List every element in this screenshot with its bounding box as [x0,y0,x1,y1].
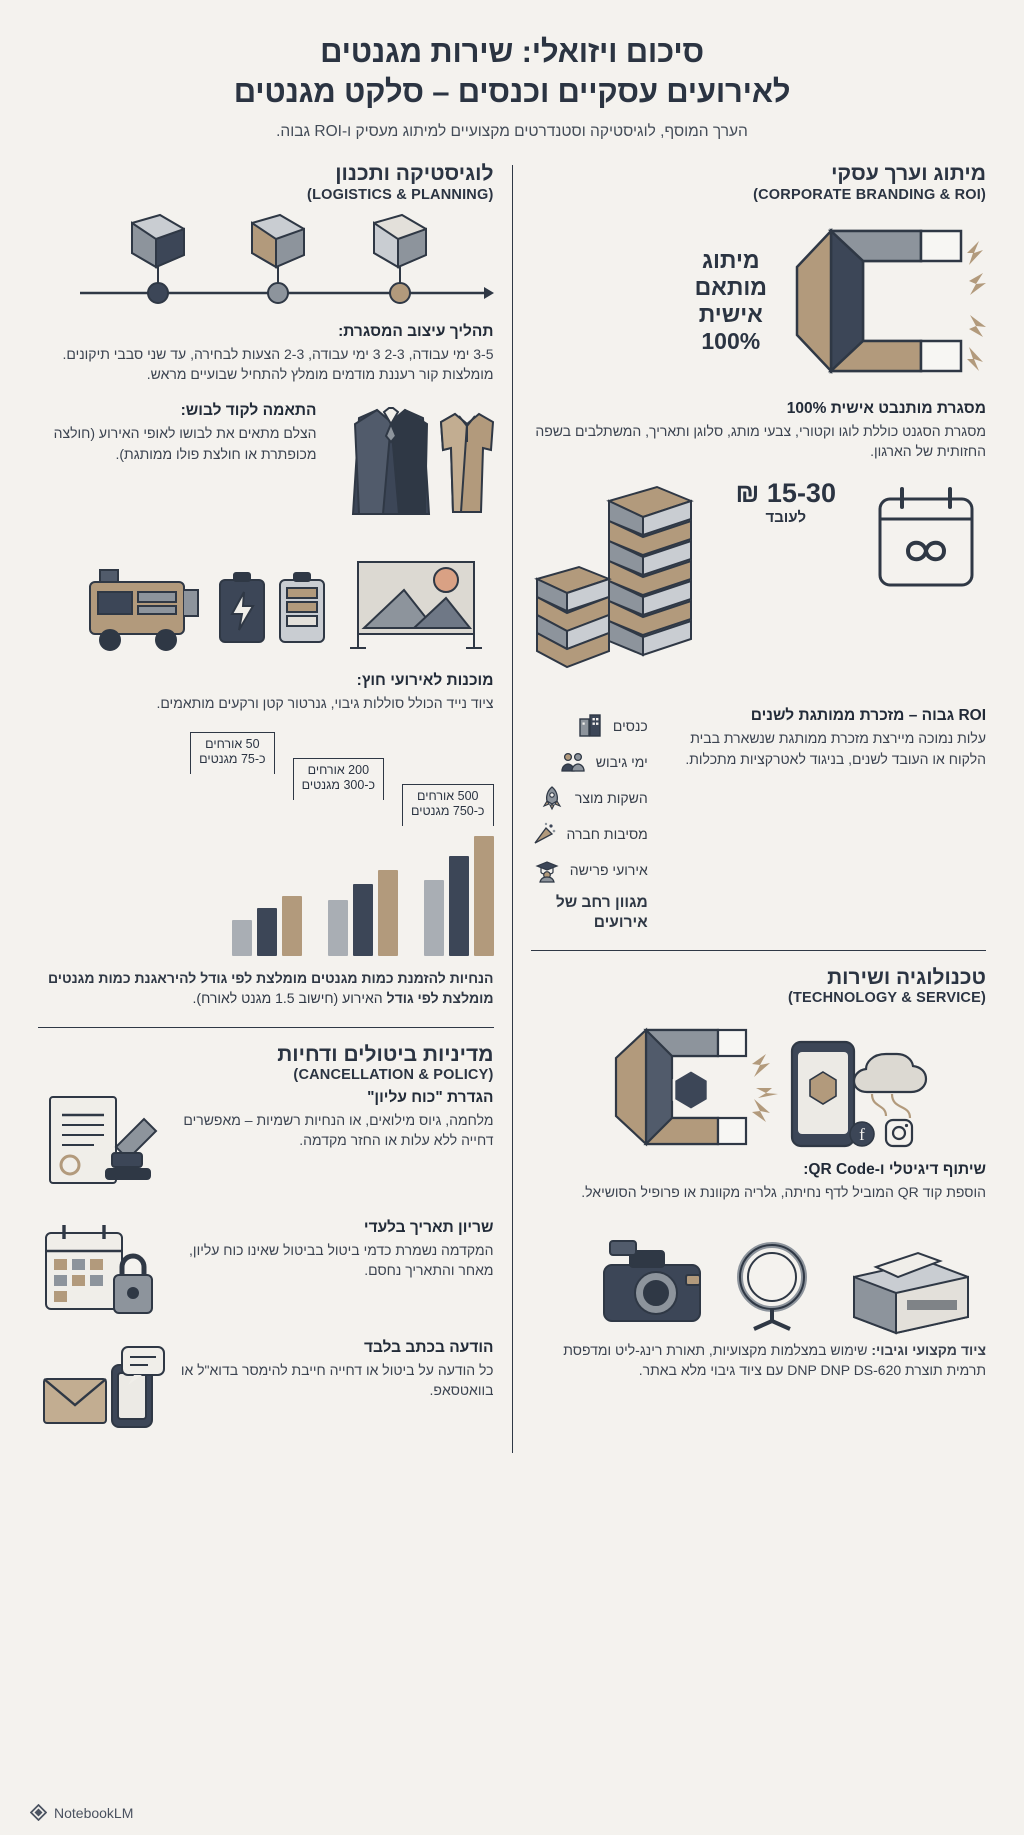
bar [282,896,302,956]
legend-label-1: ימי גיבוש [595,754,648,771]
page-title-line2: לאירועים עסקיים וכנסים – סלקט מגנטים [233,73,791,109]
column-logistics [34,161,512,1453]
content-grid [34,161,990,1453]
section-title-technology [531,965,987,1006]
list-item [531,785,648,811]
events-legend-caption-1: מגוון רחב של [555,894,648,912]
magnet-label [695,247,767,356]
chart-label-2 [402,784,493,826]
bar [328,900,348,956]
policy-item-2-body: כל הודעה על ביטול או דחייה חייבת להימסר בדוא"ל או בוואטסאפ. [180,1361,494,1399]
chart-label-1-magnets: כ-300 מגנטים [301,778,376,793]
logistics-item-2 [38,540,494,713]
branding-item-0 [531,400,987,462]
policy-item-0 [38,1089,494,1201]
calendar-lock-icon [38,1219,158,1321]
logistics-item-2-body: ציוד נייד הכולל סוללות גיבוי, גנרטור קטן ורקעים מותאמים. [156,695,494,712]
section-title-policy [38,1042,494,1083]
notebooklm-logo-icon [30,1804,47,1821]
events-legend-caption [531,893,648,932]
logistics-item-2-heading: מוכנות לאירועי חוץ: [356,672,494,690]
dress-code-icon [329,402,494,522]
magnet-label-3: אישית [698,301,763,328]
legend-label-2: השקות מוצר [574,790,648,807]
section-title-branding-en: (CORPORATE BRANDING & ROI) [753,186,986,203]
price-amount: 15-30 ₪ [735,478,836,509]
section-title-branding [531,161,987,202]
page-title [34,32,990,111]
policy-item-2-heading: הודעה בכתב בלבד [364,1338,494,1356]
policy-item-0-body: מלחמה, גיוס מילואים, או הנחיות רשמיות – מאפשרים דחייה ללא עלות או החזר מקדמה. [183,1111,494,1149]
legend-label-0: כנסים [612,718,648,735]
chart-label-0-guests: 50 אורחים [205,736,260,751]
logistics-item-0-body: 3-5 ימי עבודה, 2-3 3 ימי עבודה, 2-3 הצעות לבחירה, עד שני סבבי תיקונים. מומלצות קור רעננת מודמים מומלץ להתחיל שבועיים מראש. [62,345,494,382]
technology-item-0-body: הוספת קוד QR המוביל לדף נחיתה, גלריה מקוונת או פרופיל הסושיאל. [581,1184,986,1201]
equipment-text [531,1340,987,1381]
column-branding [513,161,991,1453]
equipment-heading: ציוד מקצועי וגיבוי: [871,1341,986,1358]
technology-qr-block [531,1012,987,1202]
magnet-label-1: מיתוג [701,246,760,273]
svg-text:f: f [859,1125,865,1145]
section-title-branding-he: מיתוג וערך עסקי [831,162,986,186]
section-title-logistics [38,161,494,202]
policy-item-1 [38,1219,494,1321]
section-title-technology-he: טכנולוגיה ושירות [827,966,986,990]
party-icon [531,821,557,847]
watermark-label: NotebookLM [54,1804,134,1821]
section-title-logistics-he: לוגיסטיקה ותכנון [335,162,494,186]
graduate-icon [534,857,560,883]
chart-label-2-magnets: כ-750 מגנטים [411,804,485,819]
mail-chat-icon [38,1339,168,1435]
divider-vertical [512,165,513,1453]
chart-note-rest: האירוע (חישוב 1.5 מגנט לאורח). [192,990,383,1007]
roi-text-and-legend [531,707,987,932]
section-title-logistics-en: (LOGISTICS & PLANNING) [307,186,494,203]
bar-group-0 [232,896,302,956]
branding-item-1-body: עלות נמוכה מיירצת מזכרת ממותגת שנשארת בבית הלקוח או העובד לשנים, בניגוד לאטרקציות מתכלות. [685,730,986,767]
magnet-label-4: 100% [701,328,761,355]
technology-item-0-heading: שיתוף דיגיטלי ו-QR Code: [803,1161,986,1179]
watermark [30,1804,133,1821]
legend-label-3: מסיבות חברה [566,826,648,843]
policy-item-2 [38,1339,494,1435]
chart-label-1 [293,758,384,800]
building-icon [577,713,603,739]
policy-item-1-heading: שריון תאריך בלעדי [363,1218,494,1236]
list-item [531,857,648,883]
chart-label-2-guests: 500 אורחים [417,788,479,803]
chart-note-bold: הנחיות להזמנת כמות מגנטים מומלצת לפי גודל להיראגנת כמות מגנטים מומלצת לפי גודל [47,970,494,1007]
technology-equipment-block [531,1221,987,1381]
chart-label-1-guests: 200 אורחים [307,762,370,777]
page-subtitle: הערך המוסף, לוגיסטיקה וסטנדרטים מקצועיים למיתוג מעסיק ו-ROI גבוה. [276,123,748,141]
list-item [531,713,648,739]
bar-group-1 [328,870,398,956]
section-title-policy-he: מדיניות ביטולים ודחיות [277,1042,494,1066]
magnet-label-2: מותאם [694,273,767,300]
price-unit: לעובד [765,508,807,526]
chart-label-0-magnets: כ-75 מגנטים [199,752,266,767]
document-stamp-icon [38,1089,158,1201]
magnet-icon [771,209,986,394]
magnet-quantity-chart [38,732,494,1009]
events-legend [531,713,648,932]
section-title-policy-en: (CANCELLATION & POLICY) [293,1066,494,1083]
events-legend-caption-2: אירועים [593,913,648,931]
stacked-blocks-icon [531,479,706,689]
bar [449,856,469,956]
branding-item-0-body: מסגרת הסגנט כוללת לוגו וקטורי, צבעי מותג, סלוגן ותאריך, המשתלבים בשפה החזותית של הארגון. [535,422,986,459]
roi-visual [531,479,987,689]
logistics-item-0 [38,323,494,385]
logistics-item-1 [38,402,494,522]
divider-horizontal-right [531,950,987,951]
equipment-icons [531,1221,987,1336]
logistics-item-1-heading: התאמה לקוד לבוש: [180,402,317,420]
bar [232,920,252,956]
price-value [736,479,836,525]
equipment-body: שימוש במצלמות מקצועיות, תאורת רינג-ליט ומדפסת תרמית תוצרת DNP DNP DS-620 עם ציוד גיבוי מלא באתר. [563,1341,986,1379]
outdoor-equipment-icon [38,540,494,668]
branding-item-0-heading: מסגרת מותנבט אישית 100% [786,399,986,417]
chart-note [38,968,494,1009]
chart-label-0 [190,732,275,774]
policy-item-1-body: המקדמה נשמרת כדמי ביטול בביטול שאינו כוח עליון, מאחר והתאריך נחסם. [189,1241,494,1279]
branding-item-1-heading: ROI גבוה – מזכרת ממותגת לשנים [750,707,986,725]
bar-group-2 [424,836,494,956]
bar [378,870,398,956]
magnet-hero [531,209,987,462]
bar [424,880,444,956]
logistics-item-1-body: הצלם מתאים את לבושו לאופי האירוע (חולצה מכופתרת או חולצת פולו ממותגת). [53,425,317,462]
policy-item-0-heading: הגדרת "כוח עליון" [367,1088,494,1106]
divider-horizontal-left [38,1027,494,1028]
bar [474,836,494,956]
team-icon [560,749,586,775]
logistics-item-0-heading: תהליך עיצוב המסגרת: [338,322,494,340]
bar [257,908,277,956]
legend-label-4: אירועי פרישה [569,862,648,879]
process-timeline [38,209,494,319]
infinity-calendar-icon [866,479,986,599]
page-header [34,32,990,141]
section-title-technology-en: (TECHNOLOGY & SERVICE) [787,990,986,1007]
bar [353,884,373,956]
magnet-phone-cloud-icon [531,1012,987,1157]
rocket-icon [539,785,565,811]
page-title-line1: סיכום ויזואלי: שירות מגנטים [320,34,704,69]
list-item [531,821,648,847]
list-item [531,749,648,775]
